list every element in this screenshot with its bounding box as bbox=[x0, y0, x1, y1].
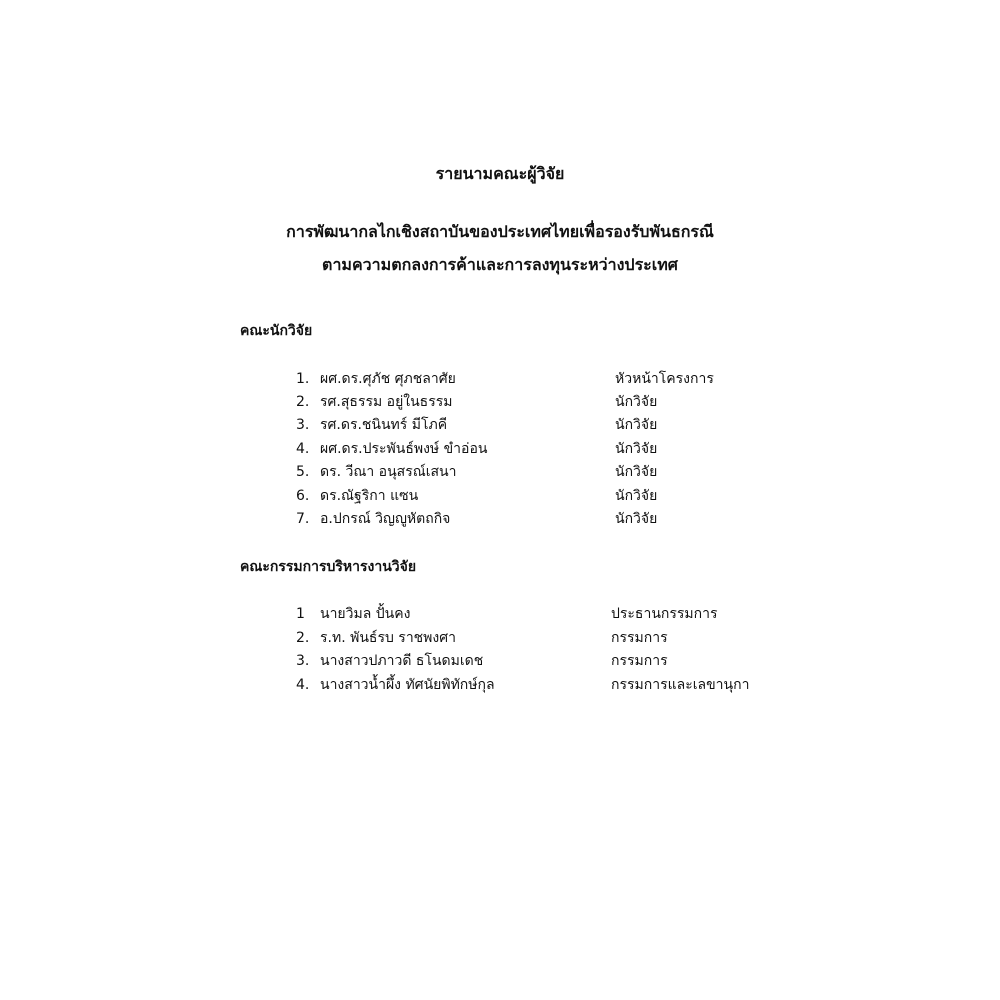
researcher-name: รศ.สุธรรม อยู่ในธรรม bbox=[320, 394, 453, 410]
committee-role: กรรมการ bbox=[611, 630, 668, 646]
researcher-number: 4. bbox=[296, 441, 310, 457]
researcher-row bbox=[0, 368, 1000, 390]
committee-heading: คณะกรรมการบริหารงานวิจัย bbox=[240, 559, 417, 575]
researcher-row bbox=[0, 508, 1000, 530]
researcher-role: นักวิจัย bbox=[615, 464, 658, 480]
committee-name: ร.ท. พันธ์รบ ราชพงศา bbox=[320, 630, 456, 646]
researcher-role: นักวิจัย bbox=[615, 441, 658, 457]
researcher-name: ดร.ณัฐริกา แซน bbox=[320, 488, 419, 504]
committee-row bbox=[0, 650, 1000, 672]
researchers-heading: คณะนักวิจัย bbox=[240, 323, 313, 339]
researcher-name: ผศ.ดร.ศุภัช ศุภชลาศัย bbox=[320, 371, 456, 387]
committee-name: นางสาวปภาวดี ธโนดมเดช bbox=[320, 653, 484, 669]
researcher-name: อ.ปกรณ์ วิญญูหัตถกิจ bbox=[320, 511, 451, 527]
researcher-number: 6. bbox=[296, 488, 310, 504]
project-title-line-2: ตามความตกลงการค้าและการลงทุนระหว่างประเทศ bbox=[322, 255, 678, 274]
committee-row bbox=[0, 674, 1000, 696]
researcher-row bbox=[0, 438, 1000, 460]
researcher-role: นักวิจัย bbox=[615, 511, 658, 527]
committee-name: นายวิมล ปั้นคง bbox=[320, 606, 411, 622]
researcher-name: ดร. วีณา อนุสรณ์เสนา bbox=[320, 464, 457, 480]
committee-number: 2. bbox=[296, 630, 310, 646]
researcher-row bbox=[0, 391, 1000, 413]
researcher-row bbox=[0, 461, 1000, 483]
researcher-number: 2. bbox=[296, 394, 310, 410]
committee-role: ประธานกรรมการ bbox=[611, 606, 718, 622]
committee-role: กรรมการและเลขานุกา bbox=[611, 677, 750, 693]
researcher-name: รศ.ดร.ชนินทร์ มีโภคี bbox=[320, 417, 448, 433]
committee-row bbox=[0, 627, 1000, 649]
committee-number: 4. bbox=[296, 677, 310, 693]
committee-row bbox=[0, 603, 1000, 625]
researcher-role: นักวิจัย bbox=[615, 394, 658, 410]
committee-number: 1 bbox=[296, 606, 305, 622]
document-title: รายนามคณะผู้วิจัย bbox=[435, 164, 565, 183]
researcher-number: 1. bbox=[296, 371, 310, 387]
researcher-number: 7. bbox=[296, 511, 310, 527]
researcher-role: หัวหน้าโครงการ bbox=[615, 371, 714, 387]
researcher-number: 5. bbox=[296, 464, 310, 480]
committee-role: กรรมการ bbox=[611, 653, 668, 669]
researcher-name: ผศ.ดร.ประพันธ์พงษ์ ขำอ่อน bbox=[320, 441, 488, 457]
committee-number: 3. bbox=[296, 653, 310, 669]
researcher-row bbox=[0, 485, 1000, 507]
researcher-row bbox=[0, 414, 1000, 436]
researcher-role: นักวิจัย bbox=[615, 488, 658, 504]
researcher-number: 3. bbox=[296, 417, 310, 433]
researcher-role: นักวิจัย bbox=[615, 417, 658, 433]
project-title-line-1: การพัฒนากลไกเชิงสถาบันของประเทศไทยเพื่อรองรับพันธกรณี bbox=[286, 222, 714, 241]
committee-name: นางสาวน้ำผึ้ง ทัศนัยพิทักษ์กุล bbox=[320, 677, 495, 693]
